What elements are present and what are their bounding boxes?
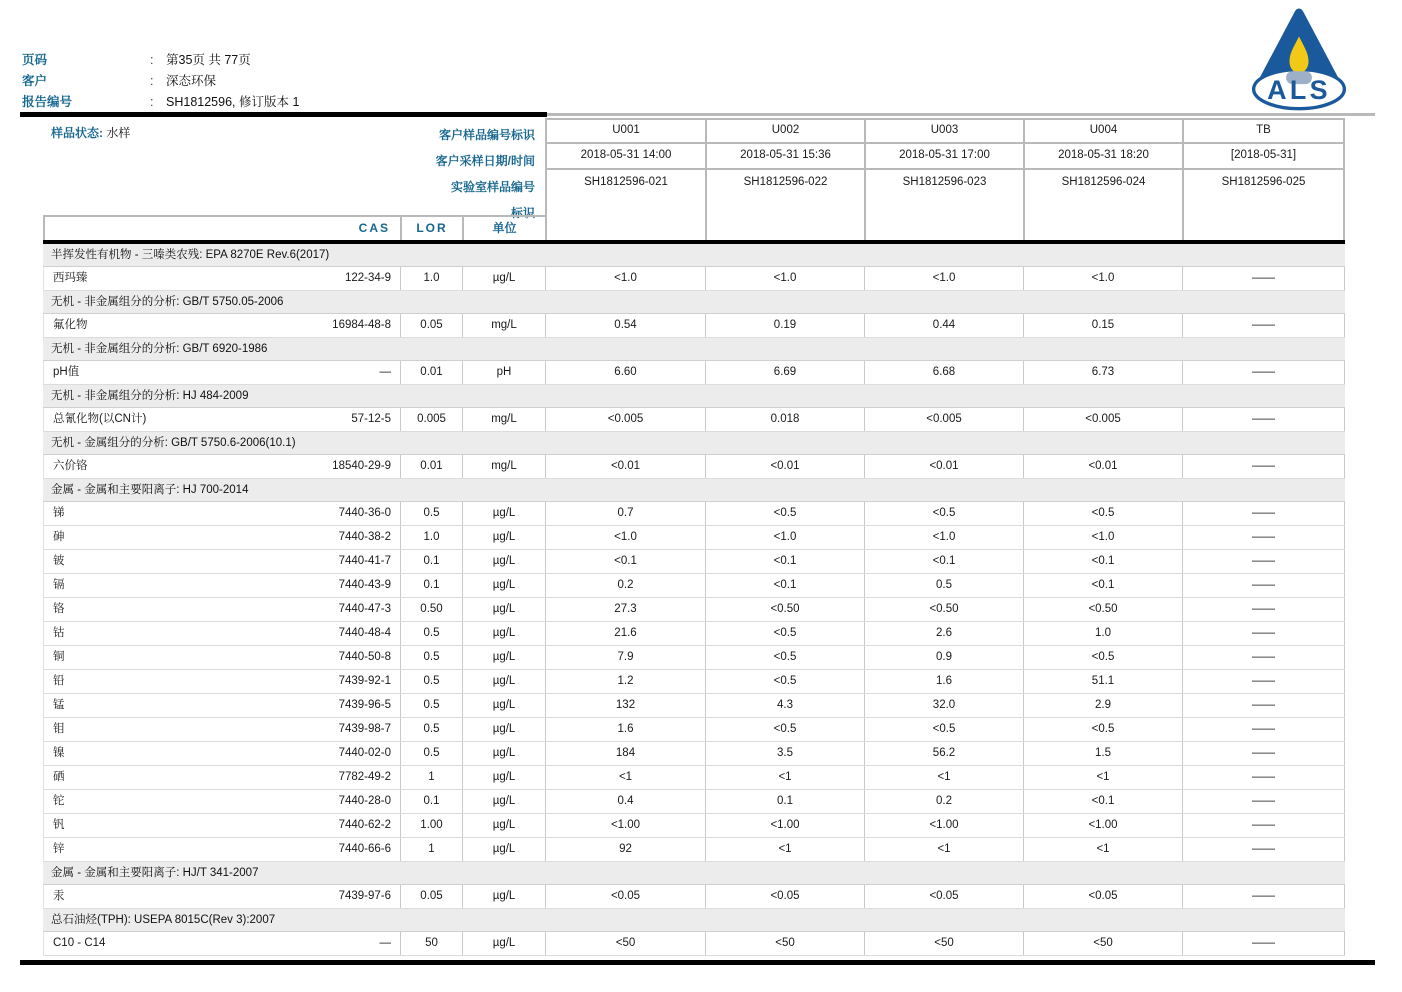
- result-value: <1: [545, 766, 705, 789]
- result-value: 1.6: [864, 670, 1023, 693]
- result-value: 184: [545, 742, 705, 765]
- result-value: 0.15: [1023, 314, 1182, 337]
- sample-status-value: 水样: [106, 126, 131, 140]
- lor-value: 1: [400, 766, 462, 789]
- result-value: <0.1: [1023, 550, 1182, 573]
- result-value: <0.05: [864, 885, 1023, 908]
- result-value: 56.2: [864, 742, 1023, 765]
- result-row: [43, 622, 1345, 646]
- result-value: ——: [1182, 790, 1345, 813]
- result-value: ——: [1182, 694, 1345, 717]
- result-value: <1.00: [864, 814, 1023, 837]
- page-info-value: 深态环保: [166, 74, 217, 88]
- result-value: <1.0: [545, 526, 705, 549]
- sample-id: TB: [1184, 118, 1343, 144]
- sample-column: [1023, 118, 1182, 240]
- result-value: <0.5: [705, 646, 864, 669]
- lor-value: 1: [400, 838, 462, 861]
- result-value: <0.1: [545, 550, 705, 573]
- analyte-name: 西玛臻: [53, 272, 88, 284]
- result-value: <0.01: [1023, 455, 1182, 478]
- section-header-row: 无机 - 金属组分的分析: GB/T 5750.6-2006(10.1): [43, 432, 1345, 455]
- result-row: [43, 814, 1345, 838]
- unit-value: µg/L: [462, 646, 545, 669]
- lor-value: 0.5: [400, 718, 462, 741]
- analyte-name: 铜: [53, 651, 65, 663]
- lor-value: 0.5: [400, 622, 462, 645]
- unit-value: µg/L: [462, 502, 545, 525]
- cas-number: 7440-28-0: [338, 795, 391, 807]
- section-header-row: 无机 - 非金属组分的分析: HJ 484-2009: [43, 385, 1345, 408]
- result-value: <1.0: [1023, 267, 1182, 290]
- analyte-name: 氟化物: [53, 319, 88, 331]
- unit-value: µg/L: [462, 718, 545, 741]
- unit-value: mg/L: [462, 455, 545, 478]
- sample-datetime: 2018-05-31 17:00: [866, 144, 1023, 170]
- header-rule-right: [547, 113, 1375, 116]
- result-value: <1: [1023, 766, 1182, 789]
- result-row: [43, 718, 1345, 742]
- result-value: 4.3: [705, 694, 864, 717]
- analyte-name: C10 - C14: [53, 937, 106, 949]
- cas-number: 57-12-5: [351, 413, 391, 425]
- cas-number: 7440-48-4: [338, 627, 391, 639]
- result-row: [43, 838, 1345, 862]
- unit-value: µg/L: [462, 932, 545, 955]
- unit-value: µg/L: [462, 885, 545, 908]
- sample-datetime: 2018-05-31 14:00: [547, 144, 705, 170]
- result-value: <1.0: [864, 526, 1023, 549]
- result-value: ——: [1182, 814, 1345, 837]
- page-info-colon: :: [150, 74, 154, 88]
- result-value: ——: [1182, 502, 1345, 525]
- lor-value: 0.5: [400, 742, 462, 765]
- page-info-colon: :: [150, 95, 154, 109]
- result-value: 0.018: [705, 408, 864, 431]
- unit-value: µg/L: [462, 838, 545, 861]
- sample-header-label: 客户样品编号标识: [438, 128, 535, 142]
- result-value: <0.5: [705, 502, 864, 525]
- result-row: [43, 526, 1345, 550]
- result-value: 7.9: [545, 646, 705, 669]
- lab-sample-number: SH1812596-025: [1221, 176, 1306, 188]
- result-value: <0.5: [705, 622, 864, 645]
- result-value: <1.00: [1023, 814, 1182, 837]
- cas-number: 7439-98-7: [338, 723, 391, 735]
- result-row: [43, 314, 1345, 338]
- sample-datetime: [2018-05-31]: [1184, 144, 1343, 170]
- result-value: <1.0: [705, 267, 864, 290]
- result-value: 0.9: [864, 646, 1023, 669]
- result-value: ——: [1182, 932, 1345, 955]
- unit-column-header: 单位: [462, 217, 545, 240]
- result-row: [43, 694, 1345, 718]
- lor-value: 0.1: [400, 790, 462, 813]
- cas-number: 7782-49-2: [338, 771, 391, 783]
- cas-number: 7440-36-0: [338, 507, 391, 519]
- result-value: 2.6: [864, 622, 1023, 645]
- result-value: <0.05: [1023, 885, 1182, 908]
- result-value: 21.6: [545, 622, 705, 645]
- result-value: <0.1: [1023, 790, 1182, 813]
- result-value: ——: [1182, 574, 1345, 597]
- result-value: 6.73: [1023, 361, 1182, 384]
- lor-value: 0.5: [400, 646, 462, 669]
- result-value: <1: [705, 766, 864, 789]
- lor-value: 50: [400, 932, 462, 955]
- lab-sample-number: SH1812596-023: [902, 176, 987, 188]
- analyte-name: 铍: [53, 555, 65, 567]
- result-value: <0.5: [1023, 718, 1182, 741]
- result-value: 1.5: [1023, 742, 1182, 765]
- unit-value: µg/L: [462, 550, 545, 573]
- result-row: [43, 766, 1345, 790]
- unit-value: µg/L: [462, 790, 545, 813]
- analyte-name: 铬: [53, 603, 65, 615]
- page-info-colon: :: [150, 53, 154, 67]
- result-value: <0.1: [705, 574, 864, 597]
- unit-value: µg/L: [462, 766, 545, 789]
- result-value: 27.3: [545, 598, 705, 621]
- sample-status: [51, 124, 130, 141]
- result-value: <0.005: [1023, 408, 1182, 431]
- lor-value: 0.5: [400, 694, 462, 717]
- result-value: <1: [864, 766, 1023, 789]
- analyte-name: 铅: [53, 675, 65, 687]
- cas-number: 16984-48-8: [332, 319, 391, 331]
- result-value: ——: [1182, 408, 1345, 431]
- analyte-name: pH值: [53, 366, 80, 378]
- lor-value: 1.0: [400, 526, 462, 549]
- result-value: <50: [1023, 932, 1182, 955]
- result-value: ——: [1182, 550, 1345, 573]
- result-value: ——: [1182, 718, 1345, 741]
- result-row: [43, 646, 1345, 670]
- result-value: ——: [1182, 455, 1345, 478]
- result-row: [43, 267, 1345, 291]
- lor-value: 0.1: [400, 550, 462, 573]
- result-value: 1.2: [545, 670, 705, 693]
- result-value: <0.5: [705, 670, 864, 693]
- cas-number: 7439-96-5: [338, 699, 391, 711]
- result-value: 6.69: [705, 361, 864, 384]
- result-row: [43, 885, 1345, 909]
- table-bottom-rule: [20, 960, 1375, 965]
- result-row: [43, 455, 1345, 479]
- cas-number: 7439-97-6: [338, 890, 391, 902]
- sample-header-label: 标识: [510, 206, 535, 220]
- page-info-value: SH1812596, 修订版本 1: [166, 95, 300, 109]
- analyte-name: 锌: [53, 843, 65, 855]
- analyte-name: 砷: [53, 531, 65, 543]
- cas-number: 7440-66-6: [338, 843, 391, 855]
- result-value: ——: [1182, 646, 1345, 669]
- cas-number: —: [379, 937, 391, 949]
- result-value: 0.54: [545, 314, 705, 337]
- result-value: 0.2: [864, 790, 1023, 813]
- column-headers-row: [43, 215, 545, 240]
- result-value: ——: [1182, 598, 1345, 621]
- result-value: <0.5: [864, 718, 1023, 741]
- result-value: <0.1: [705, 550, 864, 573]
- sample-column: [864, 118, 1023, 240]
- lor-value: 0.1: [400, 574, 462, 597]
- page-info-value: 第35页 共 77页: [166, 53, 251, 67]
- result-value: 132: [545, 694, 705, 717]
- result-row: [43, 932, 1345, 956]
- cas-number: 7440-50-8: [338, 651, 391, 663]
- result-value: <50: [545, 932, 705, 955]
- result-value: <0.1: [1023, 574, 1182, 597]
- lor-value: 1.0: [400, 267, 462, 290]
- result-value: <0.01: [864, 455, 1023, 478]
- result-value: 2.9: [1023, 694, 1182, 717]
- page-info-label: 页码: [22, 53, 48, 67]
- result-value: 6.68: [864, 361, 1023, 384]
- result-value: <1.0: [705, 526, 864, 549]
- lab-sample-number: SH1812596-021: [584, 176, 668, 188]
- result-value: <0.5: [705, 718, 864, 741]
- sample-header-label: 实验室样品编号: [450, 180, 535, 194]
- sample-status-label: 样品状态:: [51, 126, 103, 140]
- unit-value: µg/L: [462, 574, 545, 597]
- header-rule-left: [20, 112, 547, 117]
- result-value: ——: [1182, 314, 1345, 337]
- result-value: ——: [1182, 766, 1345, 789]
- result-value: <0.01: [545, 455, 705, 478]
- unit-value: µg/L: [462, 598, 545, 621]
- sample-header-left-panel: [43, 118, 545, 240]
- lor-column-header: LOR: [400, 217, 462, 240]
- analyte-name: 锑: [53, 507, 65, 519]
- cas-number: 7440-43-9: [338, 579, 391, 591]
- result-value: ——: [1182, 267, 1345, 290]
- analyte-name: 钼: [53, 723, 65, 735]
- result-value: <0.005: [545, 408, 705, 431]
- result-value: <0.5: [1023, 502, 1182, 525]
- analyte-name: 硒: [53, 771, 65, 783]
- result-value: 1.0: [1023, 622, 1182, 645]
- result-value: ——: [1182, 622, 1345, 645]
- result-value: 0.19: [705, 314, 864, 337]
- cas-number: 7440-38-2: [338, 531, 391, 543]
- result-value: 0.4: [545, 790, 705, 813]
- result-value: 1.6: [545, 718, 705, 741]
- result-value: 0.44: [864, 314, 1023, 337]
- section-header-row: 金属 - 金属和主要阳离子: HJ 700-2014: [43, 479, 1345, 502]
- sample-columns: [545, 118, 1345, 240]
- cas-number: 7440-02-0: [338, 747, 391, 759]
- analyte-name: 铊: [53, 795, 65, 807]
- result-value: 0.7: [545, 502, 705, 525]
- unit-value: pH: [462, 361, 545, 384]
- lor-value: 0.05: [400, 885, 462, 908]
- result-value: <0.01: [705, 455, 864, 478]
- sample-datetime: 2018-05-31 15:36: [707, 144, 864, 170]
- cas-number: 18540-29-9: [332, 460, 391, 472]
- unit-value: µg/L: [462, 814, 545, 837]
- result-value: 92: [545, 838, 705, 861]
- result-value: <1.0: [1023, 526, 1182, 549]
- als-logo-graphic: [1243, 4, 1355, 116]
- unit-value: µg/L: [462, 622, 545, 645]
- result-value: <1.0: [545, 267, 705, 290]
- sample-column: [545, 118, 705, 240]
- unit-value: µg/L: [462, 526, 545, 549]
- result-value: 0.5: [864, 574, 1023, 597]
- result-row: [43, 574, 1345, 598]
- unit-value: mg/L: [462, 314, 545, 337]
- section-header-row: 总石油烃(TPH): USEPA 8015C(Rev 3):2007: [43, 909, 1345, 932]
- lab-sample-number: SH1812596-022: [743, 176, 828, 188]
- result-row: [43, 742, 1345, 766]
- result-row: [43, 790, 1345, 814]
- result-value: 0.1: [705, 790, 864, 813]
- sample-id: U001: [547, 118, 705, 144]
- result-value: <50: [864, 932, 1023, 955]
- cas-number: 7439-92-1: [338, 675, 391, 687]
- cas-number: 7440-47-3: [338, 603, 391, 615]
- result-value: ——: [1182, 885, 1345, 908]
- lor-value: 0.05: [400, 314, 462, 337]
- lor-value: 0.01: [400, 361, 462, 384]
- result-value: <0.50: [705, 598, 864, 621]
- lab-sample-number: SH1812596-024: [1061, 176, 1146, 188]
- section-header-row: 无机 - 非金属组分的分析: GB/T 6920-1986: [43, 338, 1345, 361]
- page-info-label: 客户: [22, 74, 48, 88]
- sample-id: U004: [1025, 118, 1182, 144]
- sample-datetime: 2018-05-31 18:20: [1025, 144, 1182, 170]
- als-logo: [1243, 4, 1355, 116]
- cas-number: 7440-41-7: [338, 555, 391, 567]
- result-value: <1: [864, 838, 1023, 861]
- cas-column-header: CAS: [358, 221, 390, 235]
- result-value: <0.05: [705, 885, 864, 908]
- result-value: <1.00: [705, 814, 864, 837]
- result-row: [43, 408, 1345, 432]
- unit-value: mg/L: [462, 408, 545, 431]
- cas-number: —: [379, 366, 391, 378]
- result-row: [43, 670, 1345, 694]
- logo-text: ALS: [1267, 75, 1331, 106]
- section-header-row: 半挥发性有机物 - 三嗪类农残: EPA 8270E Rev.6(2017): [43, 244, 1345, 267]
- cas-number: 7440-62-2: [338, 819, 391, 831]
- lor-value: 0.50: [400, 598, 462, 621]
- result-value: ——: [1182, 526, 1345, 549]
- result-value: 3.5: [705, 742, 864, 765]
- result-value: <0.1: [864, 550, 1023, 573]
- analyte-name: 总氰化物(以CN计): [53, 413, 147, 425]
- result-value: ——: [1182, 742, 1345, 765]
- sample-id: U002: [707, 118, 864, 144]
- cas-number: 122-34-9: [344, 272, 391, 284]
- result-value: <1.00: [545, 814, 705, 837]
- page-info-row: [22, 92, 299, 113]
- result-value: 6.60: [545, 361, 705, 384]
- unit-value: µg/L: [462, 694, 545, 717]
- result-value: <0.50: [864, 598, 1023, 621]
- lor-value: 0.5: [400, 502, 462, 525]
- result-value: 32.0: [864, 694, 1023, 717]
- page-info-label: 报告编号: [22, 95, 73, 109]
- result-row: [43, 502, 1345, 526]
- section-header-row: 金属 - 金属和主要阳离子: HJ/T 341-2007: [43, 862, 1345, 885]
- lor-value: 0.01: [400, 455, 462, 478]
- unit-value: µg/L: [462, 742, 545, 765]
- analyte-name: 钴: [53, 627, 65, 639]
- analyte-name: 镍: [53, 747, 65, 759]
- result-value: <1: [705, 838, 864, 861]
- result-value: <1: [1023, 838, 1182, 861]
- result-row: [43, 598, 1345, 622]
- analyte-name: 钒: [53, 819, 65, 831]
- page-info-row: [22, 50, 299, 71]
- analyte-name: 汞: [53, 890, 65, 902]
- result-value: <0.005: [864, 408, 1023, 431]
- result-value: <0.05: [545, 885, 705, 908]
- result-value: ——: [1182, 838, 1345, 861]
- result-value: ——: [1182, 361, 1345, 384]
- sample-header-labels: [436, 124, 535, 228]
- unit-value: µg/L: [462, 670, 545, 693]
- sample-column: [705, 118, 864, 240]
- analyte-name: 六价铬: [53, 460, 88, 472]
- page-info-block: [22, 50, 299, 113]
- result-value: <0.50: [1023, 598, 1182, 621]
- unit-value: µg/L: [462, 267, 545, 290]
- page-info-row: [22, 71, 299, 92]
- sample-id: U003: [866, 118, 1023, 144]
- lor-value: 1.00: [400, 814, 462, 837]
- results-table: [43, 244, 1345, 956]
- result-value: <50: [705, 932, 864, 955]
- result-value: 51.1: [1023, 670, 1182, 693]
- analyte-name: 锰: [53, 699, 65, 711]
- result-value: 0.2: [545, 574, 705, 597]
- result-row: [43, 550, 1345, 574]
- sample-header-area: [43, 118, 1345, 240]
- lor-value: 0.5: [400, 670, 462, 693]
- result-value: ——: [1182, 670, 1345, 693]
- result-value: <1.0: [864, 267, 1023, 290]
- result-row: [43, 361, 1345, 385]
- result-value: <0.5: [864, 502, 1023, 525]
- result-value: <0.5: [1023, 646, 1182, 669]
- lor-value: 0.005: [400, 408, 462, 431]
- sample-column: [1182, 118, 1345, 240]
- section-header-row: 无机 - 非金属组分的分析: GB/T 5750.05-2006: [43, 291, 1345, 314]
- sample-header-label: 客户采样日期/时间: [435, 154, 535, 168]
- analyte-name: 镉: [53, 579, 65, 591]
